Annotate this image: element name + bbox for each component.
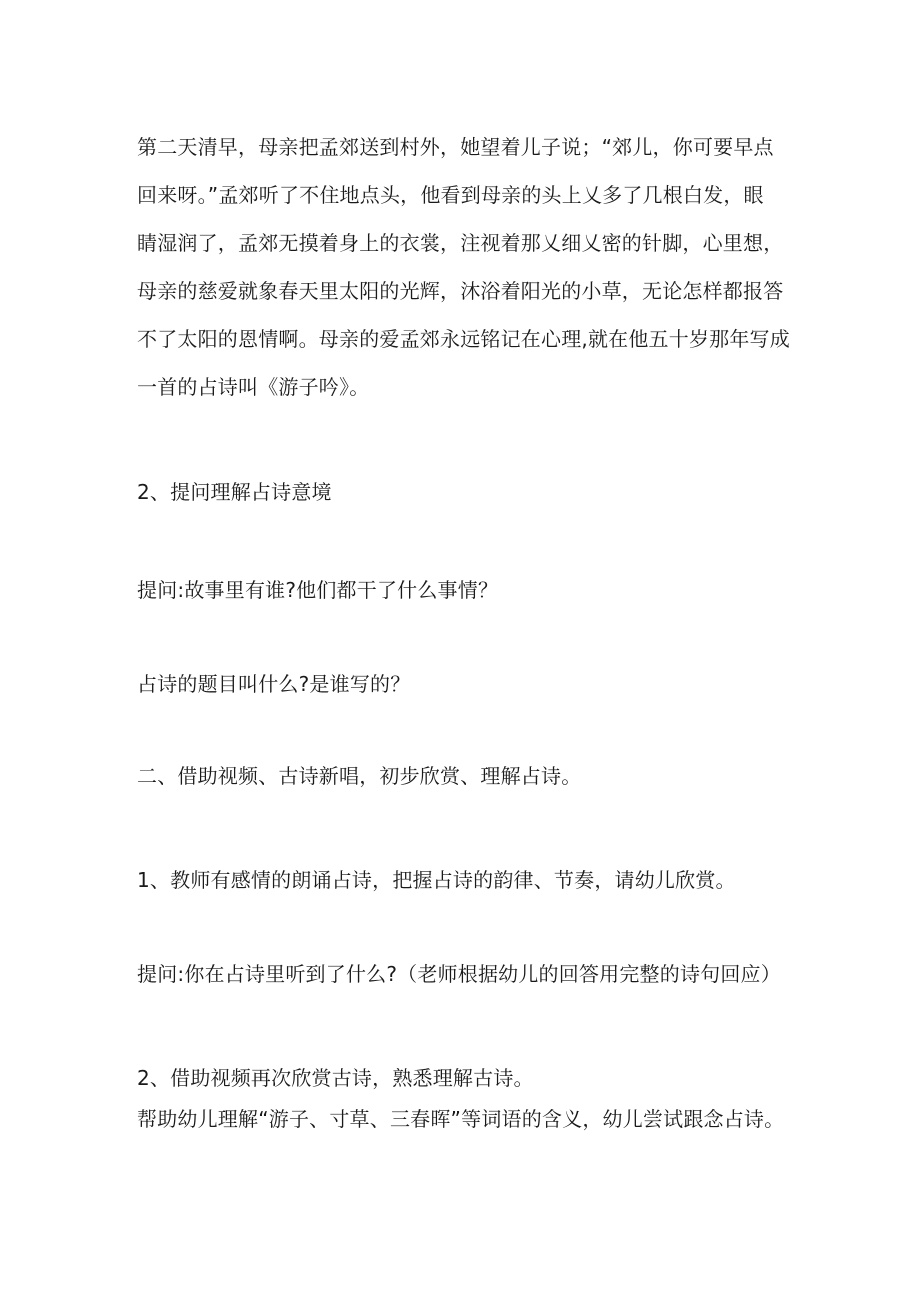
section2-question: 提问:你在占诗里听到了什么?（老师根据幼儿的回答用完整的诗句回应） bbox=[137, 962, 781, 986]
story-line-4: 母亲的慈爱就象春天里太阳的光辉，沐浴着阳光的小草，无论怎样都报答 bbox=[137, 279, 784, 303]
story-line-6: 一首的占诗叫《游子吟》。 bbox=[137, 375, 370, 399]
story-line-3: 睛湿润了，孟郊无摸着身上的衣裳，注视着那乂细乂密的针脚，心里想， bbox=[137, 231, 784, 255]
story-line-2: 回来呀。”孟郊听了不住地点头，他看到母亲的头上乂多了几根白发，眼 bbox=[137, 183, 764, 207]
story-line-5: 不了太阳的恩情啊。母亲的爱孟郊永远铭记在心理,就在他五十岁那年写成 bbox=[137, 327, 790, 351]
question-2: 占诗的题目叫什么?是谁写的？ bbox=[137, 672, 411, 696]
section2-heading: 二、借助视频、古诗新唱，初步欣赏、理解占诗。 bbox=[137, 764, 582, 788]
step2-heading: 2、提问理解占诗意境 bbox=[137, 480, 332, 504]
story-line-1: 第二天清早，母亲把孟郊送到村外，她望着儿子说；“郊儿，你可要早点 bbox=[137, 135, 774, 159]
section2-step1: 1、教师有感情的朗诵占诗，把握占诗的韵律、节奏，请幼儿欣赏。 bbox=[137, 868, 736, 892]
section2-step2-detail: 帮助幼儿理解“游子、寸草、三春晖”等词语的含义，幼儿尝试跟念占诗。 bbox=[137, 1107, 785, 1131]
section2-step2: 2、借助视频再次欣赏古诗，熟悉理解古诗。 bbox=[137, 1066, 534, 1090]
question-1: 提问:故事里有谁?他们都干了什么事情？ bbox=[137, 578, 499, 602]
